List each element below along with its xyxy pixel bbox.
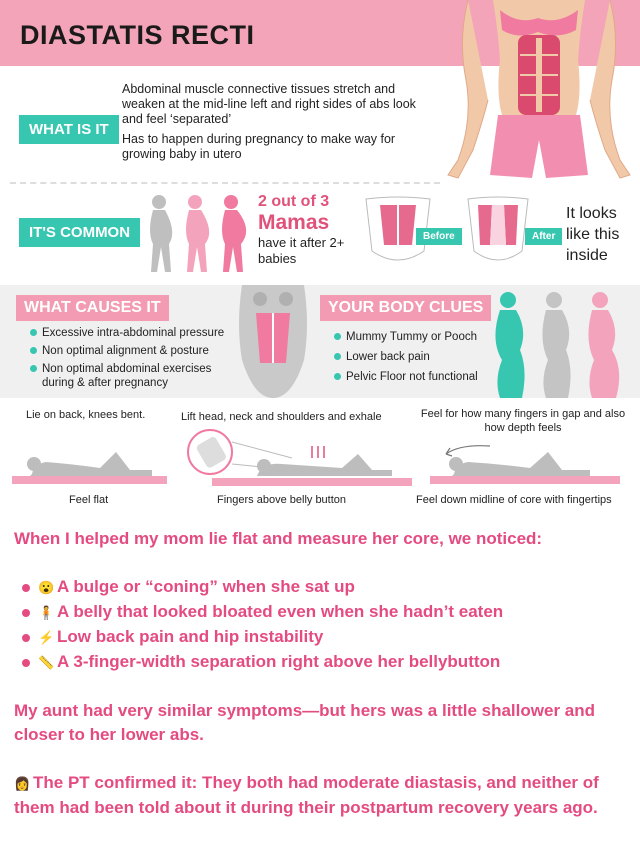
- story-intro: When I helped my mom lie flat and measure her core, we noticed:: [14, 529, 543, 548]
- story-pt: 👩 The PT confirmed it: They both had moderate diastasis, and neither of them had been told about it during their postpartum recovery years ago.: [14, 773, 599, 817]
- what-is-it-desc1: Abdominal muscle connective tissues stretch and weaken at the mid-line left and right sides of abs look and feel ‘separated’: [122, 82, 416, 126]
- pregnant-figures-illustration: [143, 192, 253, 274]
- step2-top: Lift head, neck and shoulders and exhale: [181, 411, 382, 423]
- surprised-icon: 😮: [38, 580, 55, 595]
- symptom-item: 🧍 A belly that looked bloated even when she hadn’t eaten: [38, 600, 626, 625]
- looks-like-this: It looks like this inside: [566, 205, 620, 264]
- what-causes-label: WHAT CAUSES IT: [16, 295, 169, 321]
- clues-list: [334, 330, 494, 384]
- step3-top: Feel for how many fingers in gap and also how depth feels: [420, 408, 626, 434]
- step2-bottom: Fingers above belly button: [217, 494, 347, 506]
- what-is-it-label: WHAT IS IT: [19, 115, 119, 144]
- torso-illustration: [438, 0, 640, 185]
- clue-item: Lower back pain: [334, 350, 494, 364]
- cause-item: Non optimal alignment & posture: [30, 344, 230, 358]
- cause-item: Excessive intra-abdominal pressure: [30, 326, 230, 340]
- story-aunt: My aunt had very similar symptoms—but hers was a little shallower and closer to her lower abs.: [14, 701, 596, 744]
- clue-item: Mummy Tummy or Pooch: [334, 330, 494, 344]
- symptom-item: ⚡ Low back pain and hip instability: [38, 625, 626, 650]
- lift-head-illustration: [182, 428, 412, 488]
- divider: [10, 182, 440, 184]
- after-label: After: [525, 228, 562, 245]
- step1-bottom: Feel flat: [69, 494, 109, 506]
- before-label: Before: [416, 228, 462, 245]
- symptom-item: 😮 A bulge or “coning” when she sat up: [38, 575, 626, 600]
- stat-main: Mamas: [258, 211, 330, 234]
- woman-icon: 👩: [14, 776, 31, 791]
- body-shapes-illustration: [488, 290, 638, 398]
- step3-bottom: Feel down midline of core with fingertips: [416, 494, 612, 506]
- story-bullets: [14, 575, 626, 675]
- causes-list: [30, 326, 230, 390]
- page-title: DIASTATIS RECTI: [20, 20, 255, 50]
- person-icon: 🧍: [38, 605, 55, 620]
- cause-item: Non optimal abdominal exercises during & after pregnancy: [30, 362, 230, 390]
- fingertips-illustration: [430, 440, 620, 485]
- its-common-label: IT'S COMMON: [19, 218, 140, 247]
- stat-bottom: have it after 2+ babies: [258, 235, 345, 266]
- stat-top: 2 out of 3: [258, 193, 330, 210]
- abdomen-illustration: [232, 285, 314, 398]
- lie-flat-illustration: [12, 440, 167, 485]
- symptom-item: 📏 A 3-finger-width separation right above her bellybutton: [38, 650, 626, 675]
- step1-top: Lie on back, knees bent.: [26, 409, 146, 421]
- body-clues-label: YOUR BODY CLUES: [320, 295, 491, 321]
- lightning-icon: ⚡: [38, 630, 55, 645]
- what-is-it-desc2: Has to happen during pregnancy to make way for growing baby in utero: [122, 132, 396, 161]
- clue-item: Pelvic Floor not functional: [334, 370, 494, 384]
- ruler-icon: 📏: [38, 655, 55, 670]
